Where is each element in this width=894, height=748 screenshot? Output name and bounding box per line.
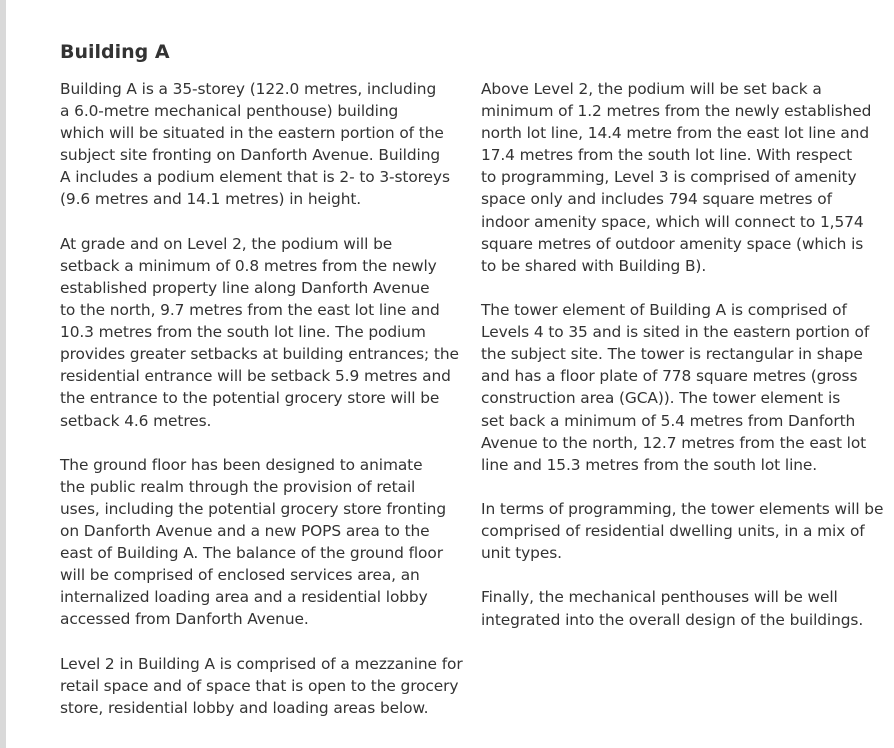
- text-line: established property line along Danforth Avenue: [60, 278, 430, 297]
- text-line: The tower element of Building A is comprised of: [481, 301, 847, 320]
- text-line: on Danforth Avenue and a new POPS area to the: [60, 522, 430, 541]
- text-line: setback 4.6 metres.: [60, 411, 212, 430]
- text-line: In terms of programming, the tower elements will be: [481, 499, 884, 518]
- text-line: north lot line, 14.4 metre from the east lot line and: [481, 124, 870, 143]
- text-line: Levels 4 to 35 and is sited in the eastern portion of: [481, 323, 870, 342]
- text-line: internalized loading area and a residential lobby: [60, 588, 428, 607]
- text-line: store, residential lobby and loading areas below.: [60, 698, 429, 717]
- paragraph: [481, 299, 893, 476]
- text-line: indoor amenity space, which will connect to 1,574: [481, 212, 864, 231]
- text-line: subject site fronting on Danforth Avenue. Building: [60, 146, 441, 165]
- text-line: to the north, 9.7 metres from the east lot line and: [60, 301, 440, 320]
- text-line: Above Level 2, the podium will be set back a: [481, 80, 822, 98]
- text-line: to programming, Level 3 is comprised of amenity: [481, 168, 857, 187]
- text-line: residential entrance will be setback 5.9 metres and: [60, 367, 451, 386]
- text-line: the entrance to the potential grocery store will be: [60, 389, 440, 408]
- paragraph: [60, 233, 468, 432]
- text-line: to be shared with Building B).: [481, 256, 707, 275]
- text-line: line and 15.3 metres from the south lot line.: [481, 455, 818, 474]
- paragraph: [481, 78, 893, 277]
- left-text-column: [60, 78, 468, 741]
- paragraph: [60, 653, 468, 719]
- text-line: space only and includes 794 square metres of: [481, 190, 832, 209]
- text-line: square metres of outdoor amenity space (which is: [481, 234, 864, 253]
- text-line: will be comprised of enclosed services area, an: [60, 566, 420, 585]
- text-line: Level 2 in Building A is comprised of a mezzanine for: [60, 654, 463, 673]
- text-line: The ground floor has been designed to animate: [60, 455, 423, 474]
- text-line: the subject site. The tower is rectangular in shape: [481, 345, 863, 364]
- text-line: integrated into the overall design of the buildings.: [481, 610, 864, 629]
- text-line: minimum of 1.2 metres from the newly established: [481, 102, 872, 121]
- text-line: and has a floor plate of 778 square metres (gross: [481, 367, 858, 386]
- text-line: uses, including the potential grocery store fronting: [60, 499, 446, 518]
- text-line: east of Building A. The balance of the ground floor: [60, 544, 443, 563]
- text-line: provides greater setbacks at building entrances; the: [60, 345, 459, 364]
- text-line: accessed from Danforth Avenue.: [60, 610, 309, 629]
- section-heading: Building A: [60, 41, 170, 63]
- paragraph: [60, 78, 468, 211]
- text-line: A includes a podium element that is 2- to 3-storeys: [60, 168, 450, 187]
- paragraph: [481, 586, 893, 630]
- text-line: Avenue to the north, 12.7 metres from the east lot: [481, 433, 867, 452]
- paragraph: [60, 454, 468, 631]
- text-line: a 6.0-metre mechanical penthouse) building: [60, 102, 399, 121]
- text-line: 17.4 metres from the south lot line. With respect: [481, 146, 853, 165]
- text-line: which will be situated in the eastern portion of the: [60, 124, 444, 143]
- text-line: comprised of residential dwelling units, in a mix of: [481, 522, 865, 541]
- left-edge-bar: [0, 0, 6, 748]
- text-line: unit types.: [481, 544, 562, 563]
- text-line: (9.6 metres and 14.1 metres) in height.: [60, 190, 362, 209]
- text-line: the public realm through the provision of retail: [60, 477, 416, 496]
- right-text-column: [481, 78, 893, 653]
- text-line: setback a minimum of 0.8 metres from the newly: [60, 256, 437, 275]
- paragraph: [481, 498, 893, 564]
- text-line: construction area (GCA)). The tower element is: [481, 389, 841, 408]
- text-line: 10.3 metres from the south lot line. The podium: [60, 323, 426, 342]
- text-line: retail space and of space that is open to the grocery: [60, 676, 459, 695]
- text-line: Finally, the mechanical penthouses will be well: [481, 588, 838, 607]
- text-line: At grade and on Level 2, the podium will be: [60, 234, 393, 253]
- text-line: Building A is a 35-storey (122.0 metres, including: [60, 80, 437, 98]
- text-line: set back a minimum of 5.4 metres from Danforth: [481, 411, 856, 430]
